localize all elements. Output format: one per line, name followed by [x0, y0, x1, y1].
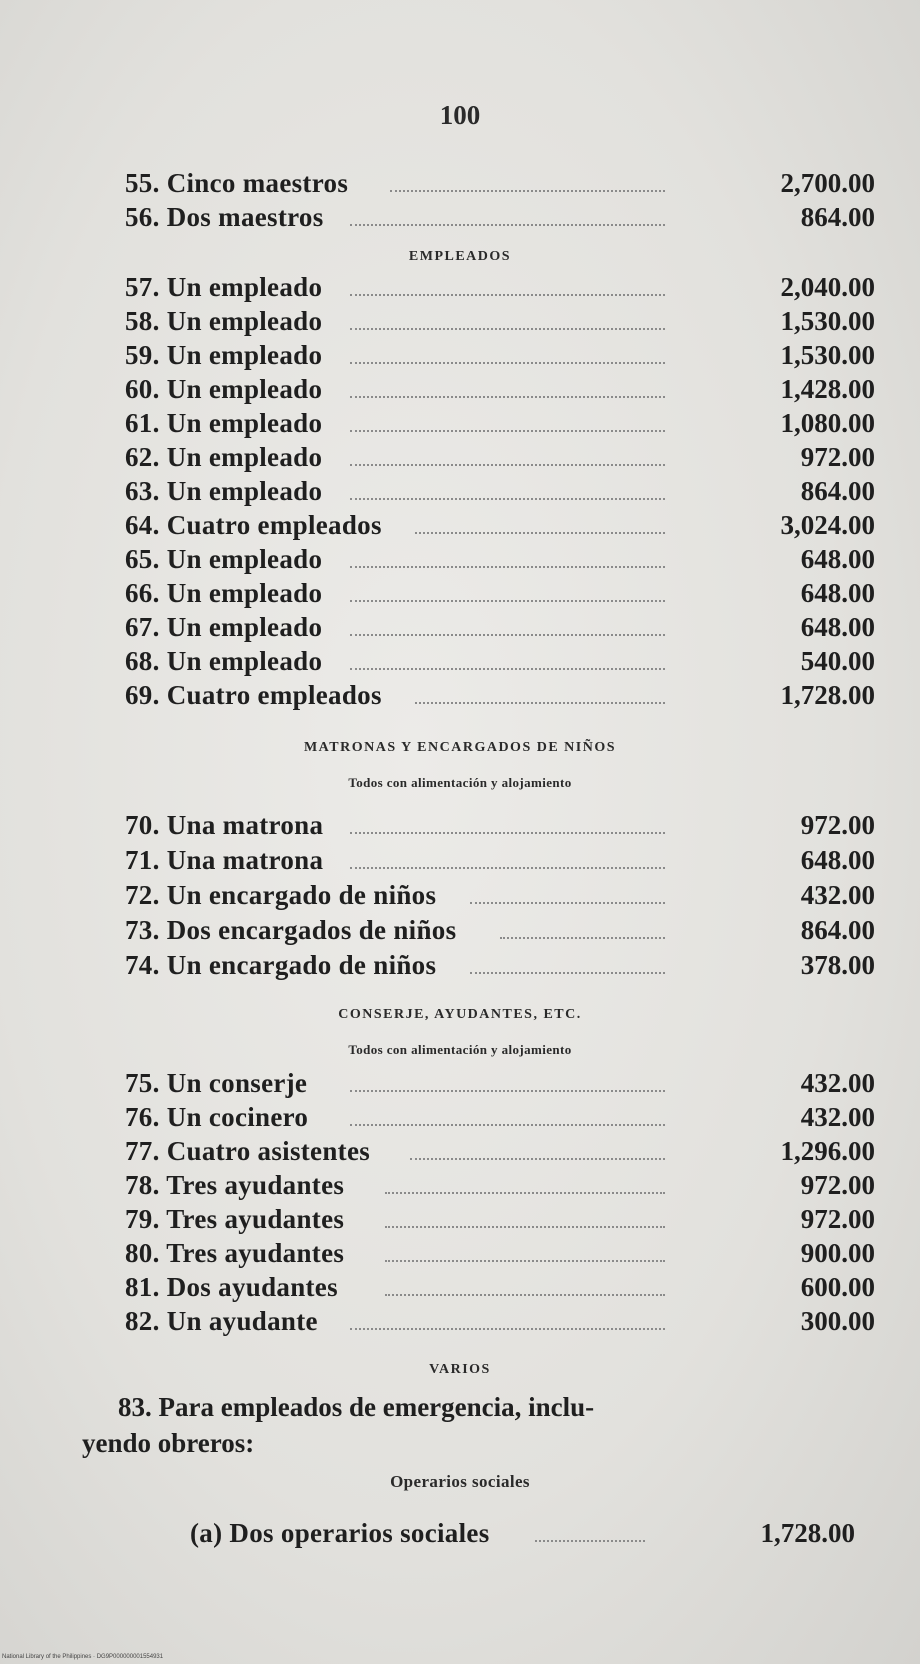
budget-row: [125, 1136, 875, 1170]
dot-leader: [385, 1192, 665, 1194]
item-amount: 1,296.00: [780, 1136, 875, 1166]
dot-leader: [500, 937, 665, 939]
budget-row: [125, 880, 875, 914]
dot-leader: [470, 902, 665, 904]
item-amount: 864.00: [800, 476, 875, 506]
budget-row: [125, 306, 875, 340]
budget-row: [125, 544, 875, 578]
budget-row: [125, 340, 875, 374]
dot-leader: [470, 972, 665, 974]
item-amount: 1,530.00: [780, 306, 875, 336]
item-label: 64. Cuatro empleados: [125, 510, 382, 540]
item-amount: 648.00: [800, 578, 875, 608]
budget-row: [125, 578, 875, 612]
dot-leader: [350, 867, 665, 869]
item-label: 62. Un empleado: [125, 442, 323, 472]
budget-row: [125, 646, 875, 680]
item-amount: 432.00: [800, 1102, 875, 1132]
item-amount: 972.00: [800, 442, 875, 472]
dot-leader: [350, 464, 665, 466]
item-amount: 972.00: [800, 1204, 875, 1234]
section-heading-empleados: EMPLEADOS: [408, 249, 512, 264]
section-subheading-conserje: Todos con alimentación y alojamiento: [348, 1042, 572, 1057]
page-number: 100: [439, 100, 481, 130]
item-amount: 1,428.00: [780, 374, 875, 404]
budget-row: [125, 845, 875, 879]
item-label: 82. Un ayudante: [125, 1306, 318, 1336]
item-label: 68. Un empleado: [125, 646, 323, 676]
item-amount: 648.00: [800, 612, 875, 642]
section-heading-conserje: CONSERJE, AYUDANTES, ETC.: [338, 1007, 582, 1022]
budget-row: [125, 1170, 875, 1204]
paragraph-line-1: 83. Para empleados de emergencia, inclu-: [118, 1392, 595, 1422]
section-heading-varios: VARIOS: [429, 1362, 491, 1377]
dot-leader: [385, 1226, 665, 1228]
item-label: 70. Una matrona: [125, 810, 324, 840]
item-label: (a) Dos operarios sociales: [190, 1518, 490, 1548]
budget-row: [125, 612, 875, 646]
dot-leader: [350, 600, 665, 602]
budget-row: [125, 1102, 875, 1136]
section-heading-matronas: MATRONAS Y ENCARGADOS DE NIÑOS: [303, 740, 617, 755]
budget-row: [125, 1068, 875, 1102]
budget-row: [125, 510, 875, 544]
item-amount: 864.00: [800, 915, 875, 945]
item-label: 67. Un empleado: [125, 612, 323, 642]
budget-row: [125, 168, 875, 202]
budget-row: [125, 915, 875, 949]
item-amount: 864.00: [800, 202, 875, 232]
item-amount: 1,530.00: [780, 340, 875, 370]
dot-leader: [350, 362, 665, 364]
budget-row: [125, 202, 875, 236]
item-label: 76. Un cocinero: [125, 1102, 309, 1132]
budget-row: [125, 442, 875, 476]
dot-leader: [350, 328, 665, 330]
budget-row: [125, 810, 875, 844]
dot-leader: [350, 1328, 665, 1330]
dot-leader: [350, 634, 665, 636]
budget-row: [125, 408, 875, 442]
dot-leader: [350, 396, 665, 398]
item-label: 80. Tres ayudantes: [125, 1238, 345, 1268]
item-amount: 900.00: [800, 1238, 875, 1268]
section-subheading-operarios: Operarios sociales: [390, 1472, 530, 1491]
budget-row: [125, 950, 875, 984]
dot-leader: [415, 532, 665, 534]
item-label: 61. Un empleado: [125, 408, 323, 438]
item-amount: 300.00: [800, 1306, 875, 1336]
item-label: 78. Tres ayudantes: [125, 1170, 345, 1200]
item-label: 71. Una matrona: [125, 845, 324, 875]
budget-row: [125, 1238, 875, 1272]
dot-leader: [350, 1090, 665, 1092]
dot-leader: [385, 1294, 665, 1296]
item-amount: 648.00: [800, 845, 875, 875]
item-label: 77. Cuatro asistentes: [125, 1136, 371, 1166]
dot-leader: [390, 190, 665, 192]
item-amount: 972.00: [800, 1170, 875, 1200]
dot-leader: [410, 1158, 665, 1160]
item-amount: 2,700.00: [780, 168, 875, 198]
item-label: 63. Un empleado: [125, 476, 323, 506]
item-label: 66. Un empleado: [125, 578, 323, 608]
item-label: 59. Un empleado: [125, 340, 323, 370]
dot-leader: [350, 566, 665, 568]
item-label: 72. Un encargado de niños: [125, 880, 437, 910]
item-label: 73. Dos encargados de niños: [125, 915, 457, 945]
paragraph-line-2: yendo obreros:: [82, 1428, 255, 1458]
item-label: 81. Dos ayudantes: [125, 1272, 338, 1302]
budget-row: [125, 476, 875, 510]
item-label: 56. Dos maestros: [125, 202, 324, 232]
item-label: 58. Un empleado: [125, 306, 323, 336]
footer-stamp: National Library of the Philippines · DG9P000000001554931: [2, 1654, 164, 1660]
item-amount: 648.00: [800, 544, 875, 574]
item-amount: 378.00: [800, 950, 875, 980]
dot-leader: [385, 1260, 665, 1262]
dot-leader: [350, 1124, 665, 1126]
dot-leader: [535, 1540, 645, 1542]
item-label: 65. Un empleado: [125, 544, 323, 574]
budget-row: [125, 1204, 875, 1238]
dot-leader: [350, 832, 665, 834]
item-label: 79. Tres ayudantes: [125, 1204, 345, 1234]
section-subheading-matronas: Todos con alimentación y alojamiento: [348, 775, 572, 790]
item-label: 60. Un empleado: [125, 374, 323, 404]
dot-leader: [350, 224, 665, 226]
budget-row: [125, 680, 875, 714]
dot-leader: [350, 498, 665, 500]
dot-leader: [350, 668, 665, 670]
dot-leader: [350, 430, 665, 432]
item-amount: 540.00: [800, 646, 875, 676]
item-amount: 1,728.00: [780, 680, 875, 710]
item-label: 69. Cuatro empleados: [125, 680, 382, 710]
budget-row: [125, 1306, 875, 1340]
item-amount: 432.00: [800, 1068, 875, 1098]
budget-row: [125, 374, 875, 408]
item-amount: 1,728.00: [760, 1518, 855, 1548]
budget-row: [125, 272, 875, 306]
item-amount: 972.00: [800, 810, 875, 840]
item-amount: 432.00: [800, 880, 875, 910]
item-amount: 1,080.00: [780, 408, 875, 438]
dot-leader: [350, 294, 665, 296]
item-amount: 2,040.00: [780, 272, 875, 302]
item-label: 55. Cinco maestros: [125, 168, 349, 198]
item-label: 74. Un encargado de niños: [125, 950, 437, 980]
budget-row: [190, 1518, 855, 1552]
budget-row: [125, 1272, 875, 1306]
item-amount: 600.00: [800, 1272, 875, 1302]
item-amount: 3,024.00: [780, 510, 875, 540]
item-label: 75. Un conserje: [125, 1068, 308, 1098]
dot-leader: [415, 702, 665, 704]
item-label: 57. Un empleado: [125, 272, 323, 302]
